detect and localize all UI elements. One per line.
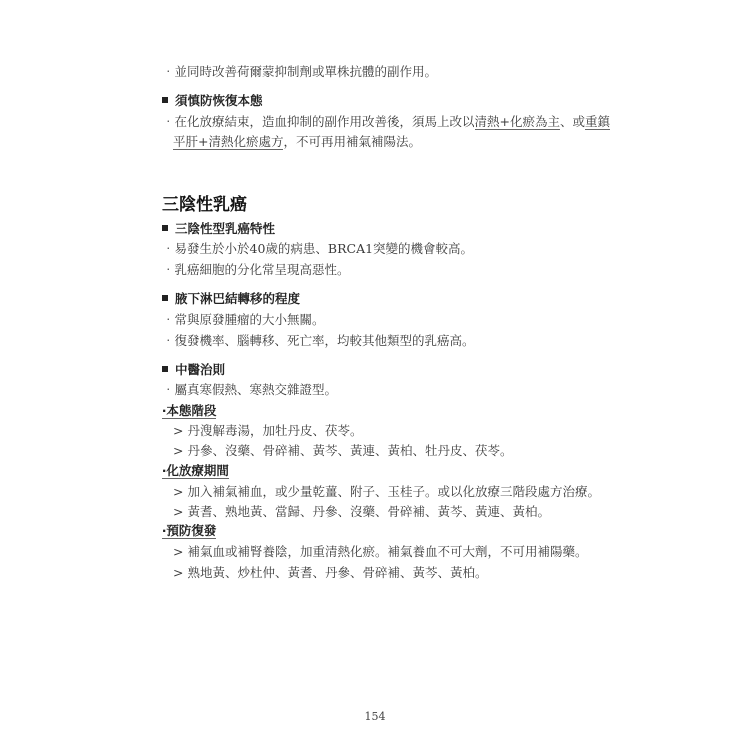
section-heading-lymph bbox=[162, 291, 300, 307]
features-item-1: ‧易發生於小於40歲的病患、BRCA1突變的機會較高。 bbox=[162, 241, 474, 256]
caution-line-2 bbox=[173, 134, 421, 150]
tcm-group-1-line-2: > 丹參、沒藥、骨碎補、黃芩、黃連、黃柏、牡丹皮、茯苓。 bbox=[173, 443, 513, 458]
underlined-text: 清熱+化瘀為主 bbox=[474, 114, 560, 129]
tcm-group-1-line-1: > 丹溲解毒湯，加牡丹皮、茯苓。 bbox=[173, 423, 363, 438]
group-label-text: ‧預防復發 bbox=[162, 523, 217, 538]
features-item-2: ‧乳癌細胞的分化常呈現高惡性。 bbox=[162, 262, 350, 277]
tcm-group-3-line-2: > 熟地黃、炒杜仲、黃耆、丹參、骨碎補、黃芩、黃柏。 bbox=[173, 565, 488, 580]
section-heading-tcm bbox=[162, 362, 225, 378]
underlined-text: 重鎮 bbox=[585, 114, 611, 129]
tcm-group-3-line-1: > 補氣血或補腎養陰，加重清熱化瘀。補氣養血不可大劑，不可用補陽藥。 bbox=[173, 544, 588, 559]
tcm-group-label-3 bbox=[162, 523, 216, 539]
lymph-item-2: ‧復發機率、腦轉移、死亡率，均較其他類型的乳癌高。 bbox=[162, 333, 475, 348]
tcm-group-2-line-2: > 黃耆、熟地黃、當歸、丹參、沒藥、骨碎補、黃芩、黃連、黃柏。 bbox=[173, 504, 550, 519]
section-heading-text: 腋下淋巴結轉移的程度 bbox=[175, 291, 301, 306]
section-heading-caution bbox=[162, 93, 263, 109]
section-heading-text: 三陰性型乳癌特性 bbox=[175, 221, 276, 236]
chapter-title: 三陰性乳癌 bbox=[162, 195, 247, 215]
tcm-group-label-1 bbox=[162, 403, 216, 419]
section-heading-text: 中醫治則 bbox=[175, 362, 226, 377]
square-bullet-icon bbox=[162, 366, 168, 372]
square-bullet-icon bbox=[162, 225, 168, 231]
top-bullet-line: ‧並同時改善荷爾蒙抑制劑或單株抗體的副作用。 bbox=[162, 64, 438, 79]
square-bullet-icon bbox=[162, 97, 168, 103]
underlined-text: 平肝+清熱化瘀處方 bbox=[173, 134, 284, 149]
tcm-group-label-2 bbox=[162, 463, 229, 479]
text-span: 、或 bbox=[560, 114, 586, 129]
text-span: ，不可再用補氣補陽法。 bbox=[283, 134, 421, 149]
group-label-text: ‧化放療期間 bbox=[162, 463, 229, 478]
section-heading-features bbox=[162, 221, 275, 237]
square-bullet-icon bbox=[162, 295, 168, 301]
tcm-group-2-line-1: > 加入補氣補血，或少量乾薑、附子、玉桂子。或以化放療三階段處方治療。 bbox=[173, 484, 600, 499]
caution-line-1 bbox=[162, 114, 610, 130]
section-heading-text: 須慎防恢復本態 bbox=[175, 93, 263, 108]
tcm-intro: ‧屬真寒假熱、寒熱交雜證型。 bbox=[162, 382, 338, 397]
lymph-item-1: ‧常與原發腫瘤的大小無關。 bbox=[162, 312, 325, 327]
text-span: ‧在化放療結束，造血抑制的副作用改善後，須馬上改以 bbox=[162, 114, 475, 129]
group-label-text: ‧本態階段 bbox=[162, 403, 217, 418]
page-number: 154 bbox=[364, 710, 386, 723]
